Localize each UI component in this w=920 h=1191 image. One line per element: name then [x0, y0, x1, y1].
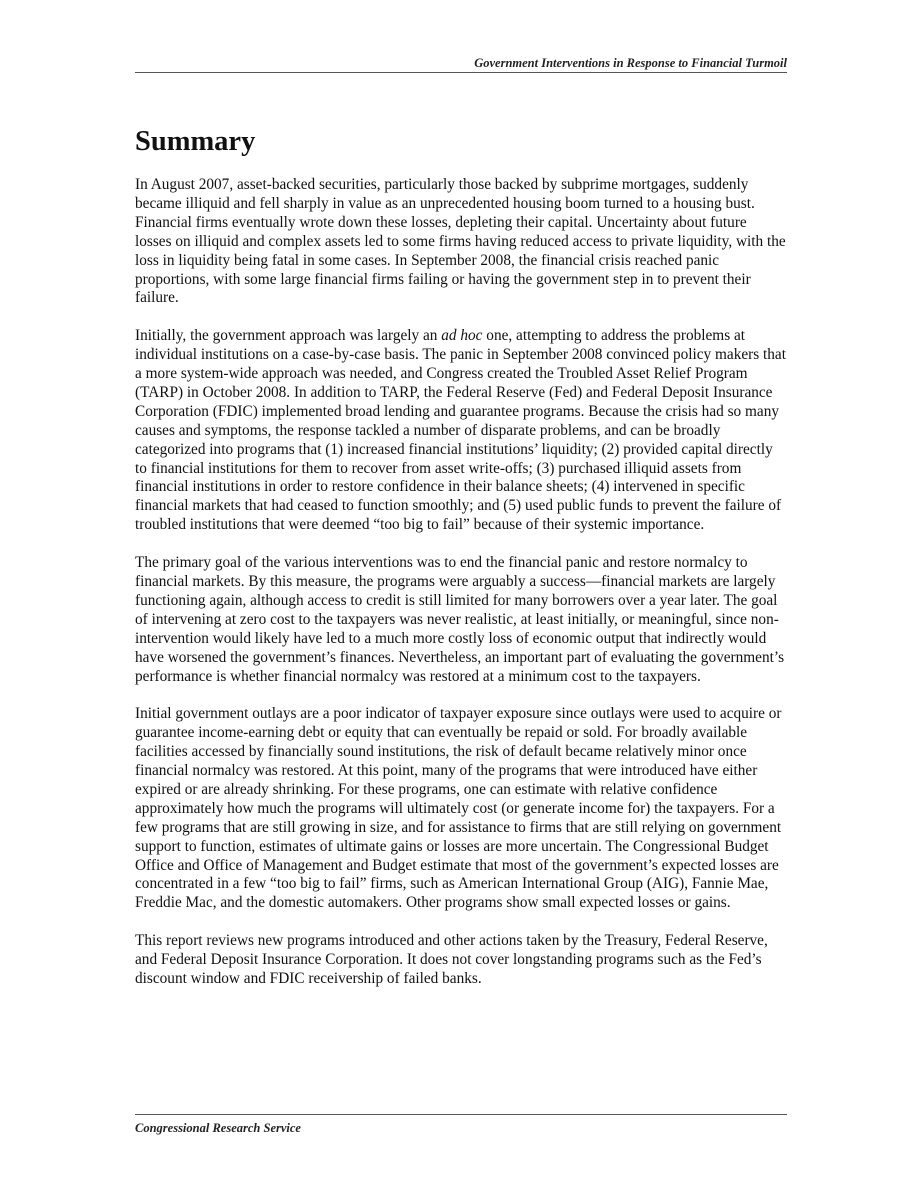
- paragraph-2: [135, 327, 787, 535]
- paragraph-2-emphasis: ad hoc: [441, 327, 483, 345]
- paragraph-5: This report reviews new programs introduced and other actions taken by the Treasury, Federal Reserve, and Federal Deposit Insurance Corporation. It does not cover longstanding programs such as the Fed’s discount window and FDIC receivership of failed banks.: [135, 932, 768, 987]
- paragraph-3: The primary goal of the various interventions was to end the financial panic and restore normalcy to financial markets. By this measure, the programs were arguably a success—financial markets are largely functioning again, although access to credit is still limited for many borrowers over a year later. The goal of intervening at zero cost to the taxpayers was never realistic, at least initially, or meaningful, since non-intervention would likely have led to a much more costly loss of economic output that indirectly would have worsened the government’s finances. Nevertheless, an important part of evaluating the government’s performance is whether financial normalcy was restored at a minimum cost to the taxpayers.: [135, 554, 785, 685]
- page-title: Summary: [135, 126, 256, 157]
- paragraph-1: In August 2007, asset-backed securities, particularly those backed by subprime mortgages, suddenly became illiquid and fell sharply in value as an unprecedented housing boom turned to a housing bust. Financial firms eventually wrote down these losses, depleting their capital. Uncertainty about future losses on illiquid and complex assets led to some firms having reduced access to private liquidity, with the loss in liquidity being fatal in some cases. In September 2008, the financial crisis reached panic proportions, with some large financial firms failing or having the government step in to prevent their failure.: [135, 176, 786, 307]
- footer-divider: [135, 1114, 787, 1115]
- running-footer: Congressional Research Service: [135, 1121, 301, 1135]
- paragraph-2-start: Initially, the government approach was largely an: [135, 327, 442, 345]
- running-header: Government Interventions in Response to Financial Turmoil: [474, 56, 787, 70]
- header-divider: [135, 72, 787, 73]
- summary-body: [135, 176, 787, 1008]
- paragraph-2-rest: one, attempting to address the problems at individual institutions on a case-by-case basis. The panic in September 2008 convinced policy makers that a more system-wide approach was needed, and Congress created the Troubled Asset Relief Program (TARP) in October 2008. In addition to TARP, the Federal Reserve (Fed) and Federal Deposit Insurance Corporation (FDIC) implemented broad lending and guarantee programs. Because the crisis had so many causes and symptoms, the response tackled a number of disparate problems, and can be broadly categorized into programs that (1) increased financial institutions’ liquidity; (2) provided capital directly to financial institutions for them to recover from asset write-offs; (3) purchased illiquid assets from financial institutions in order to restore confidence in their balance sheets; (4) intervened in specific financial markets that had ceased to function smoothly; and (5) used public funds to prevent the failure of troubled institutions that were deemed “too big to fail” because of their systemic importance.: [135, 327, 786, 534]
- paragraph-4: Initial government outlays are a poor indicator of taxpayer exposure since outlays were used to acquire or guarantee income-earning debt or equity that can eventually be repaid or sold. For broadly available facilities accessed by financially sound institutions, the risk of default became relatively minor once financial normalcy was restored. At this point, many of the programs that were introduced have either expired or are already shrinking. For these programs, one can estimate with relative confidence approximately how much the programs will ultimately cost (or generate income for) the taxpayers. For a few programs that are still growing in size, and for assistance to firms that are still relying on government support to function, estimates of ultimate gains or losses are more uncertain. The Congressional Budget Office and Office of Management and Budget estimate that most of the government’s expected losses are concentrated in a few “too big to fail” firms, such as American International Group (AIG), Fannie Mae, Freddie Mac, and the domestic automakers. Other programs show small expected losses or gains.: [135, 705, 782, 912]
